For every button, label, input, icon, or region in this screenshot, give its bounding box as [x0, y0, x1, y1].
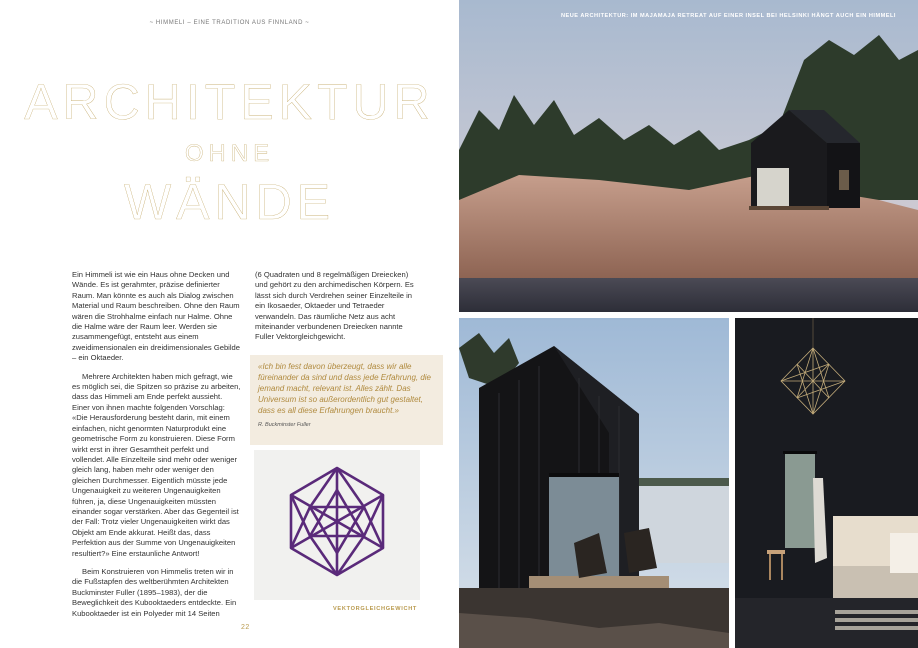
terrace-photo	[459, 318, 729, 648]
figure-caption: VEKTORGLEICHGEWICHT	[333, 606, 418, 612]
right-page	[459, 0, 918, 648]
photo-cabin-on-rocks	[459, 0, 918, 312]
paragraph-1: Ein Himmeli ist wie ein Haus ohne Decken und Wände. Es ist gerahmter, präzise definierter Raum. Man könnte es auch als Dialog zwischen Material und Raum beschreiben. Ohne den Raum wären die Strohhalme einfach nur Halme. Ohne die Halme wäre der Raum leer. Werden sie zusammengefügt, entsteht aus einem zweidimensionalen ein dreidimensionales Gebilde – ein Oktaeder.	[72, 270, 241, 363]
photo-cabin-terrace	[459, 318, 729, 648]
vector-equilibrium-drawing	[254, 450, 420, 600]
photo-cabin-interior	[735, 318, 918, 648]
paragraph-2: Mehrere Architekten haben mich gefragt, wie es möglich sei, die Spitzen so präzise zu arbeiten, dass das Himmeli am Ende perfekt aussieht. Einer von ihnen machte folgenden Vorschlag: «Die Herausforderung besteht darin, mit einem einfachen, nicht genormten Naturprodukt eine geometrische Form zu konstruieren. Diese Form wirkt erst in ihrer Gesamtheit perfekt und vollendet. Alle Einzelteile sind mehr oder weniger gleich lang, haben mehr oder weniger den gleichen Durchmesser. Eigentlich müsste jede Ungenauigkeit zu weiteren Ungenauigkeiten führen, ja, diese Ungenauigkeiten müssten einander sogar verstärken. Aber das Gegenteil ist der Fall: Trotz vieler Ungenauigkeiten wirkt das Objekt am Ende akkurat. Heißt das, dass Perfektion aus der Summe von Ungenauigkeiten resultiert?» Eine erstaunliche Antwort!	[72, 371, 241, 558]
interior-photo	[735, 318, 918, 648]
quote-author: R. Buckminster Fuller	[258, 422, 311, 428]
title-line-2: OHNE	[184, 140, 275, 167]
paragraph-3: Beim Konstruieren von Himmelis treten wir in die Fußstapfen des weltberühmten Architekten Buckminster Fuller (1895–1983), der die Beweglichkeit des Kubooktaeders entdeckte. Ein Kubooktaeder ist ein Polyeder mit 14 Seiten	[72, 566, 237, 618]
text-column-1	[72, 270, 242, 627]
landscape-photo	[459, 0, 918, 312]
running-head: ~ HIMMELI – EINE TRADITION AUS FINNLAND ~	[149, 20, 310, 26]
title-line-1: ARCHITEKTUR	[24, 74, 435, 130]
page-number: 22	[241, 624, 250, 631]
pull-quote	[250, 355, 443, 445]
title-line-3: WÄNDE	[123, 174, 336, 230]
vector-equilibrium-figure	[254, 450, 420, 600]
photo-caption: NEUE ARCHITEKTUR: IM MAJAMAJA RETREAT AUF EINER INSEL BEI HELSINKI HÄNGT AUCH EIN HIMMELI	[561, 13, 896, 19]
paragraph-4: (6 Quadraten und 8 regelmäßigen Dreiecken) und gehört zu den archimedischen Körpern. Es lässt sich durch Verdrehen seiner Einzelteile in ein Ikosaeder, Oktaeder und Tetraeder verwandeln. Das räumliche Netz aus acht miteinander verbundenen Dreiecken nannte Fuller Vektorgleichgewicht.	[255, 270, 414, 342]
text-column-2	[255, 270, 420, 351]
quote-text: «Ich bin fest davon überzeugt, dass wir alle füreinander da sind und dass jede Erfahrung, die jemand macht, relevant ist. Alles zählt. Das Universum ist so außerordentlich gut gestaltet, dass es all diese Erfahrungen braucht.»	[258, 362, 432, 415]
